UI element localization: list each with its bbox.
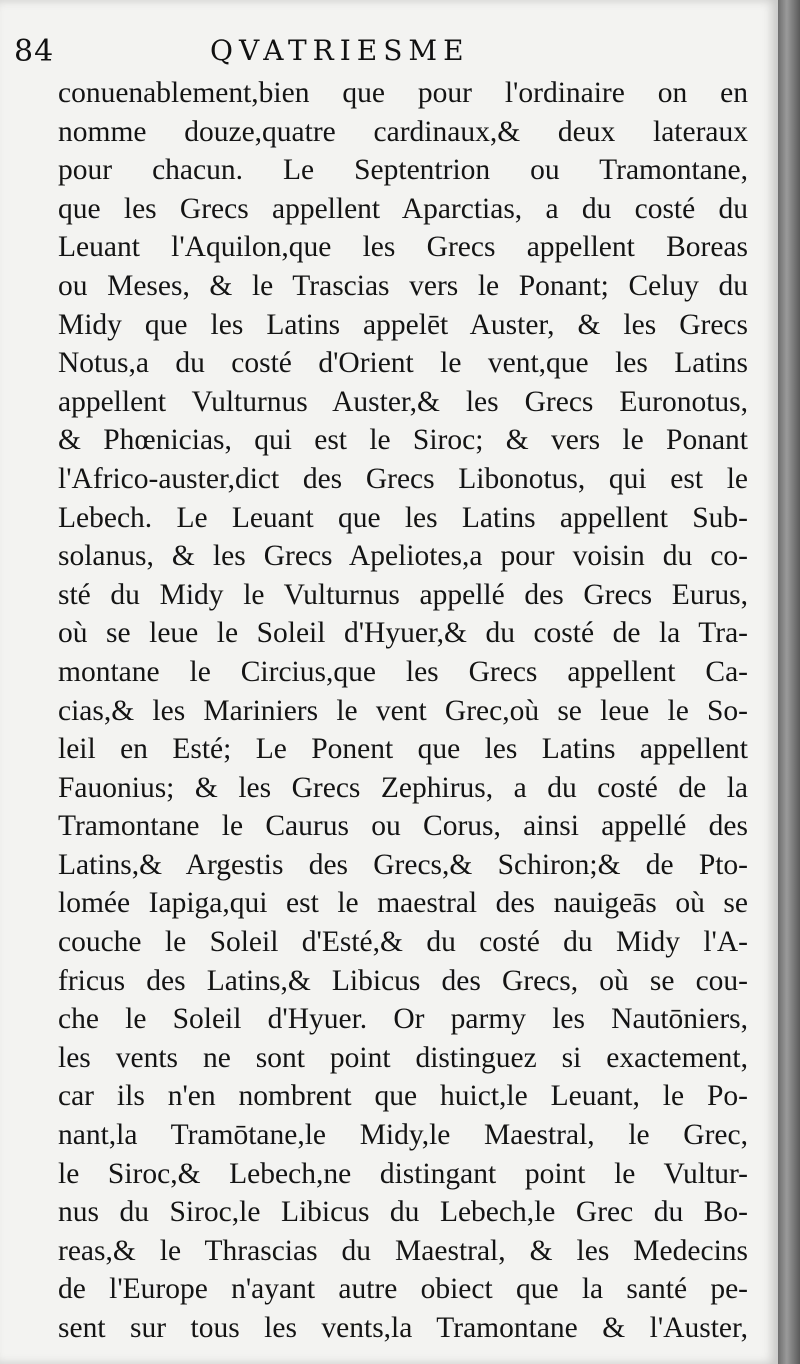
text-line: che le Soleil d'Hyuer. Or parmy les Nautōniers, [58,1003,748,1036]
text-line: Leuant l'Aquilon,que les Grecs appellent Boreas [58,231,748,264]
text-line: & Phœnicias, qui est le Siroc; & vers le Ponant [58,424,748,457]
text-line: cias,& les Mariniers le vent Grec,où se leue le So- [58,694,748,727]
body-text [58,74,748,1348]
text-line: conuenablement,bien que pour l'ordinaire on en [58,77,748,109]
text-line: Latins,& Argestis des Grecs,& Schiron;& de Pto- [58,848,748,881]
text-line: de l'Europe n'ayant autre obiect que la santé pe- [58,1273,748,1306]
text-line: Midy que les Latins appelēt Auster, & les Grecs [58,308,748,341]
text-line: Notus,a du costé d'Orient le vent,que les Latins [58,347,748,380]
text-line: appellent Vulturnus Auster,& les Grecs Euronotus, [58,385,748,418]
text-line: Lebech. Le Leuant que les Latins appellent Sub- [58,501,748,534]
text-line: sent sur tous les vents,la Tramontane & l'Auster, [58,1312,748,1344]
text-line: nus du Siroc,le Libicus du Lebech,le Grec du Bo- [58,1196,748,1229]
text-line: solanus, & les Grecs Apeliotes,a pour voisin du co- [58,540,748,573]
text-line: reas,& le Thrascias du Maestral, & les Medecins [58,1234,748,1267]
text-line: nant,la Tramōtane,le Midy,le Maestral, le Grec, [58,1119,748,1152]
page-number: 84 [14,34,55,69]
text-line: où se leue le Soleil d'Hyuer,& du costé de la Tra- [58,617,748,650]
text-line: les vents ne sont point distinguez si exactement, [58,1041,748,1074]
text-line: montane le Circius,que les Grecs appellent Ca- [58,655,748,688]
text-line: que les Grecs appellent Aparctias, a du costé du [58,192,748,225]
text-line: pour chacun. Le Septentrion ou Tramontane, [58,154,748,187]
text-line: couche le Soleil d'Esté,& du costé du Midy l'A- [58,926,748,959]
text-line: car ils n'en nombrent que huict,le Leuant, le Po- [58,1080,748,1113]
text-line: sté du Midy le Vulturnus appellé des Grecs Eurus, [58,578,748,611]
page-header [14,30,754,78]
text-line: ou Meses, & le Trascias vers le Ponant; Celuy du [58,269,748,302]
text-line: leil en Esté; Le Ponent que les Latins appellent [58,733,748,766]
text-line: lomée Iapiga,qui est le maestral des nauigeās où se [58,887,748,920]
text-line: l'Africo-auster,dict des Grecs Libonotus, qui est le [58,462,748,495]
page-edge-shadow [778,0,800,1364]
text-line: Fauonius; & les Grecs Zephirus, a du costé de la [58,771,748,804]
running-head: QVATRIESME [210,34,470,67]
text-line: fricus des Latins,& Libicus des Grecs, où se cou- [58,964,748,997]
text-line: le Siroc,& Lebech,ne distingant point le Vultur- [58,1157,748,1190]
text-line: nomme douze,quatre cardinaux,& deux lateraux [58,115,748,148]
text-line: Tramontane le Caurus ou Corus, ainsi appellé des [58,810,748,843]
